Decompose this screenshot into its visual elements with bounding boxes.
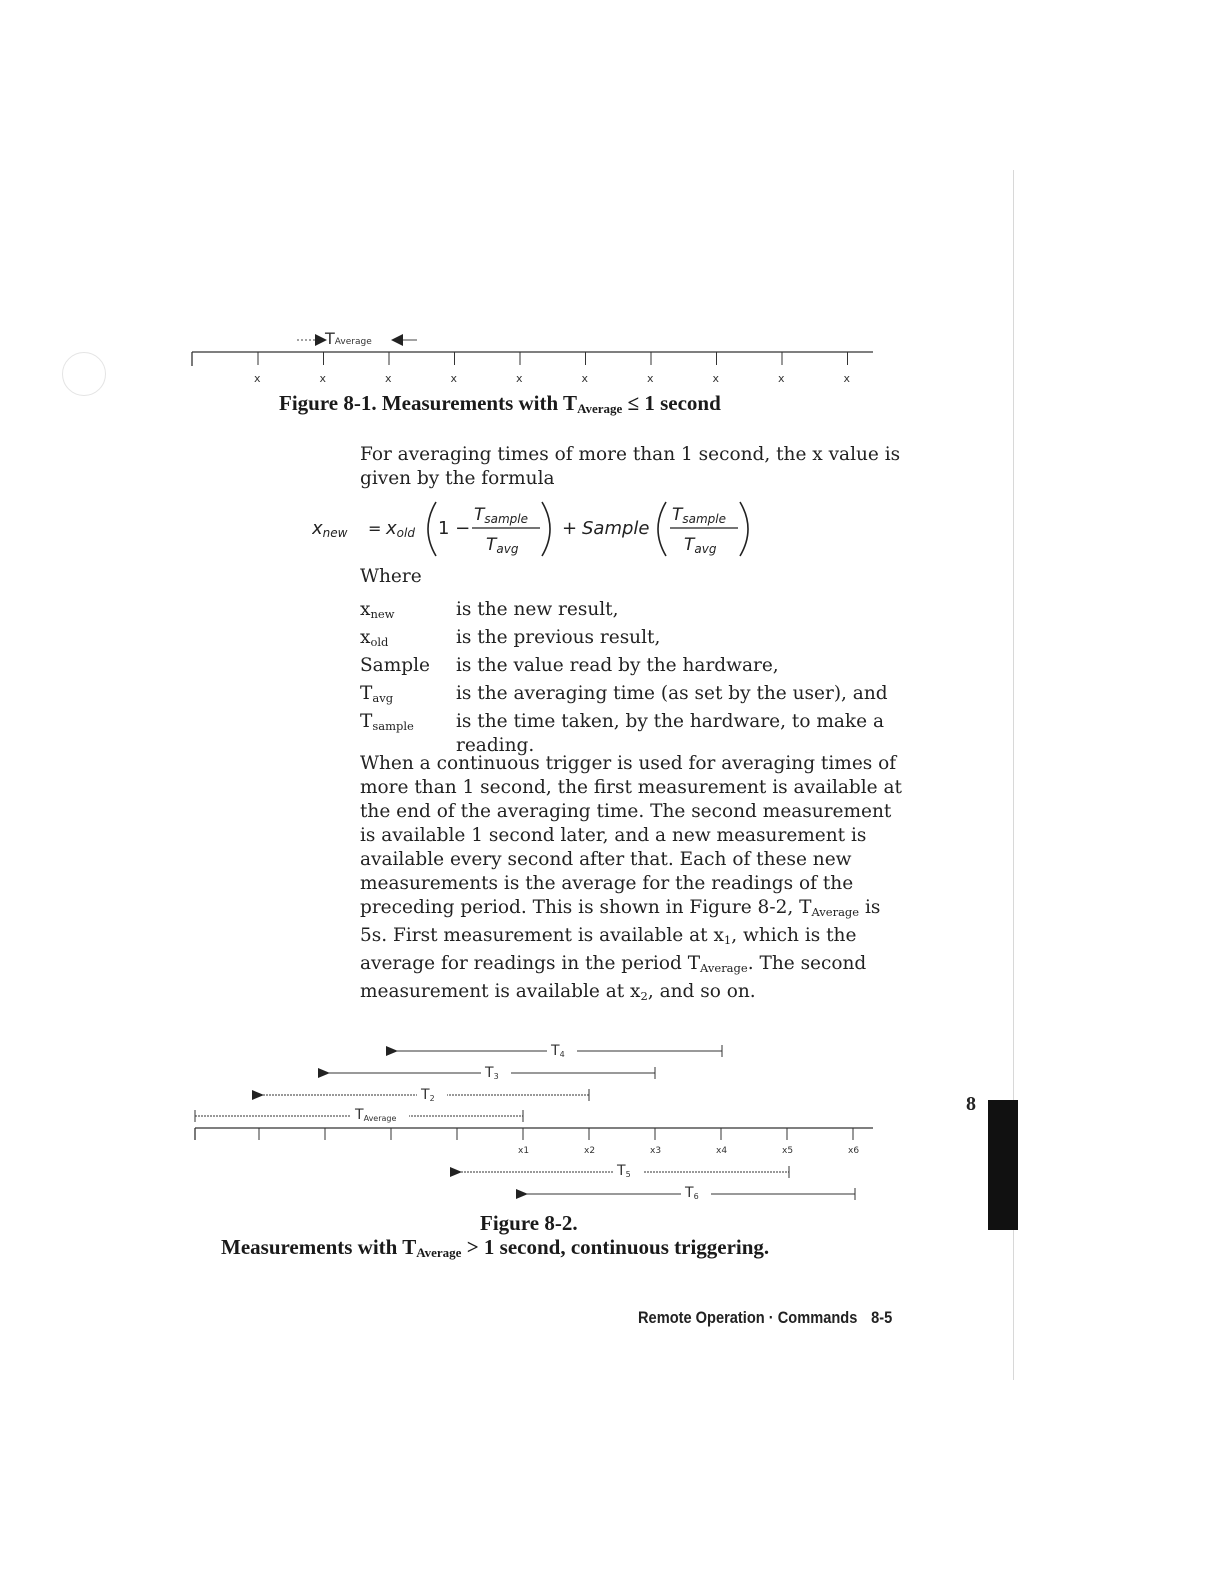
definition-row	[360, 626, 905, 654]
definition-desc: is the time taken, by the hardware, to make a reading.	[456, 711, 884, 756]
measurement-mark: x	[450, 372, 458, 385]
definition-term: $T_{sample}$	[360, 711, 414, 733]
measurement-mark: x	[843, 372, 851, 385]
measurement-mark: x	[319, 372, 327, 385]
formula-x-new: xnew	[312, 518, 348, 540]
t3-label: T3	[485, 1065, 499, 1081]
t6-span	[527, 1183, 855, 1201]
measurement-mark: x6	[848, 1146, 860, 1156]
formula-one-minus: 1 −	[438, 518, 471, 539]
page-number: 8-5	[871, 1308, 893, 1327]
t2-label: T2	[421, 1087, 435, 1103]
definition-row	[360, 682, 905, 710]
explanation-paragraph: When a continuous trigger is used for averaging times of more than 1 second, the first measurement is available at the end of the averaging time. The second measurement is available 1 second later, and a new measurement is available every second after that. Each of these new measurements is the average for the readings of the preceding period. This is shown in Figure 8-2, $T_{Average}$ is 5s. First measurement is available at $x_1$, which is the average for readings in the period $T_{Average}$. The second measurement is available at $x_2$, and so on.	[360, 753, 902, 1003]
measurement-mark: x	[254, 372, 261, 385]
measurement-mark: x3	[650, 1146, 662, 1156]
measurement-mark: x1	[518, 1146, 530, 1156]
t4-span	[397, 1041, 722, 1059]
measurement-mark: x5	[782, 1146, 794, 1156]
formula-frac2-den: Tavg	[684, 535, 717, 556]
measurement-mark: x	[581, 372, 589, 385]
arrow-left-icon	[391, 334, 403, 346]
formula-x-old: xold	[386, 518, 415, 540]
definition-desc: is the new result,	[456, 599, 619, 620]
t5-label: T5	[617, 1163, 631, 1179]
t5-span	[461, 1161, 789, 1179]
measurement-mark: x	[516, 372, 523, 385]
measurement-mark: x	[778, 372, 785, 385]
definition-term: $x_{old}$	[360, 627, 389, 649]
formula-plus: +	[562, 518, 578, 539]
page-footer	[638, 1308, 892, 1328]
where-label: Where	[360, 566, 422, 587]
t-average-bracket	[297, 329, 417, 348]
definition-row	[360, 654, 905, 682]
definition-term: $x_{new}$	[360, 599, 395, 621]
measurement-mark: x	[712, 372, 720, 385]
definition-row	[360, 710, 905, 758]
formula-frac1-den: Tavg	[486, 535, 519, 556]
definition-term: Sample	[360, 655, 430, 676]
figure-8-2-caption-line1: Figure 8-2.	[480, 1211, 578, 1235]
measurement-mark: x	[385, 372, 392, 385]
measurement-mark: x2	[584, 1146, 596, 1156]
figure-8-1-caption: Figure 8-1. Measurements with $T_{Average} \le 1$ second	[279, 391, 721, 416]
averaging-formula	[312, 492, 772, 562]
definition-desc: is the previous result,	[456, 627, 661, 648]
intro-text: For averaging times of more than 1 second, the x value is given by the formula	[360, 444, 901, 489]
figure-8-2-diagram	[185, 1035, 885, 1205]
chapter-tab	[988, 1100, 1018, 1230]
definition-desc: is the value read by the hardware,	[456, 655, 779, 676]
t3-span	[329, 1063, 655, 1081]
definition-list	[360, 598, 905, 758]
footer-title: Remote Operation · Commands	[638, 1308, 858, 1327]
definition-row	[360, 598, 905, 626]
t4-label: T4	[551, 1043, 565, 1059]
chapter-tab-number: 8	[966, 1093, 976, 1115]
formula-frac2-num: Tsample	[672, 505, 727, 526]
t6-label: T6	[685, 1185, 699, 1201]
figure-8-1-diagram	[185, 320, 885, 390]
t2-span	[263, 1085, 589, 1103]
formula-frac1-num: Tsample	[474, 505, 529, 526]
t-average-label: TAverage	[355, 1107, 397, 1123]
definition-term: $T_{avg}$	[360, 683, 394, 705]
formula-equals: =	[368, 519, 382, 538]
t-average-span	[195, 1106, 523, 1123]
formula-sample: Sample	[582, 518, 650, 539]
punch-hole	[62, 352, 106, 396]
measurement-mark: x	[647, 372, 654, 385]
measurement-mark: x4	[716, 1146, 728, 1156]
figure-8-2-caption-line2: Measurements with $T_{Average} > 1$ second, continuous triggering.	[221, 1235, 770, 1260]
t-average-label: TAverage	[325, 329, 372, 348]
definition-desc: is the averaging time (as set by the user), and	[456, 683, 888, 704]
